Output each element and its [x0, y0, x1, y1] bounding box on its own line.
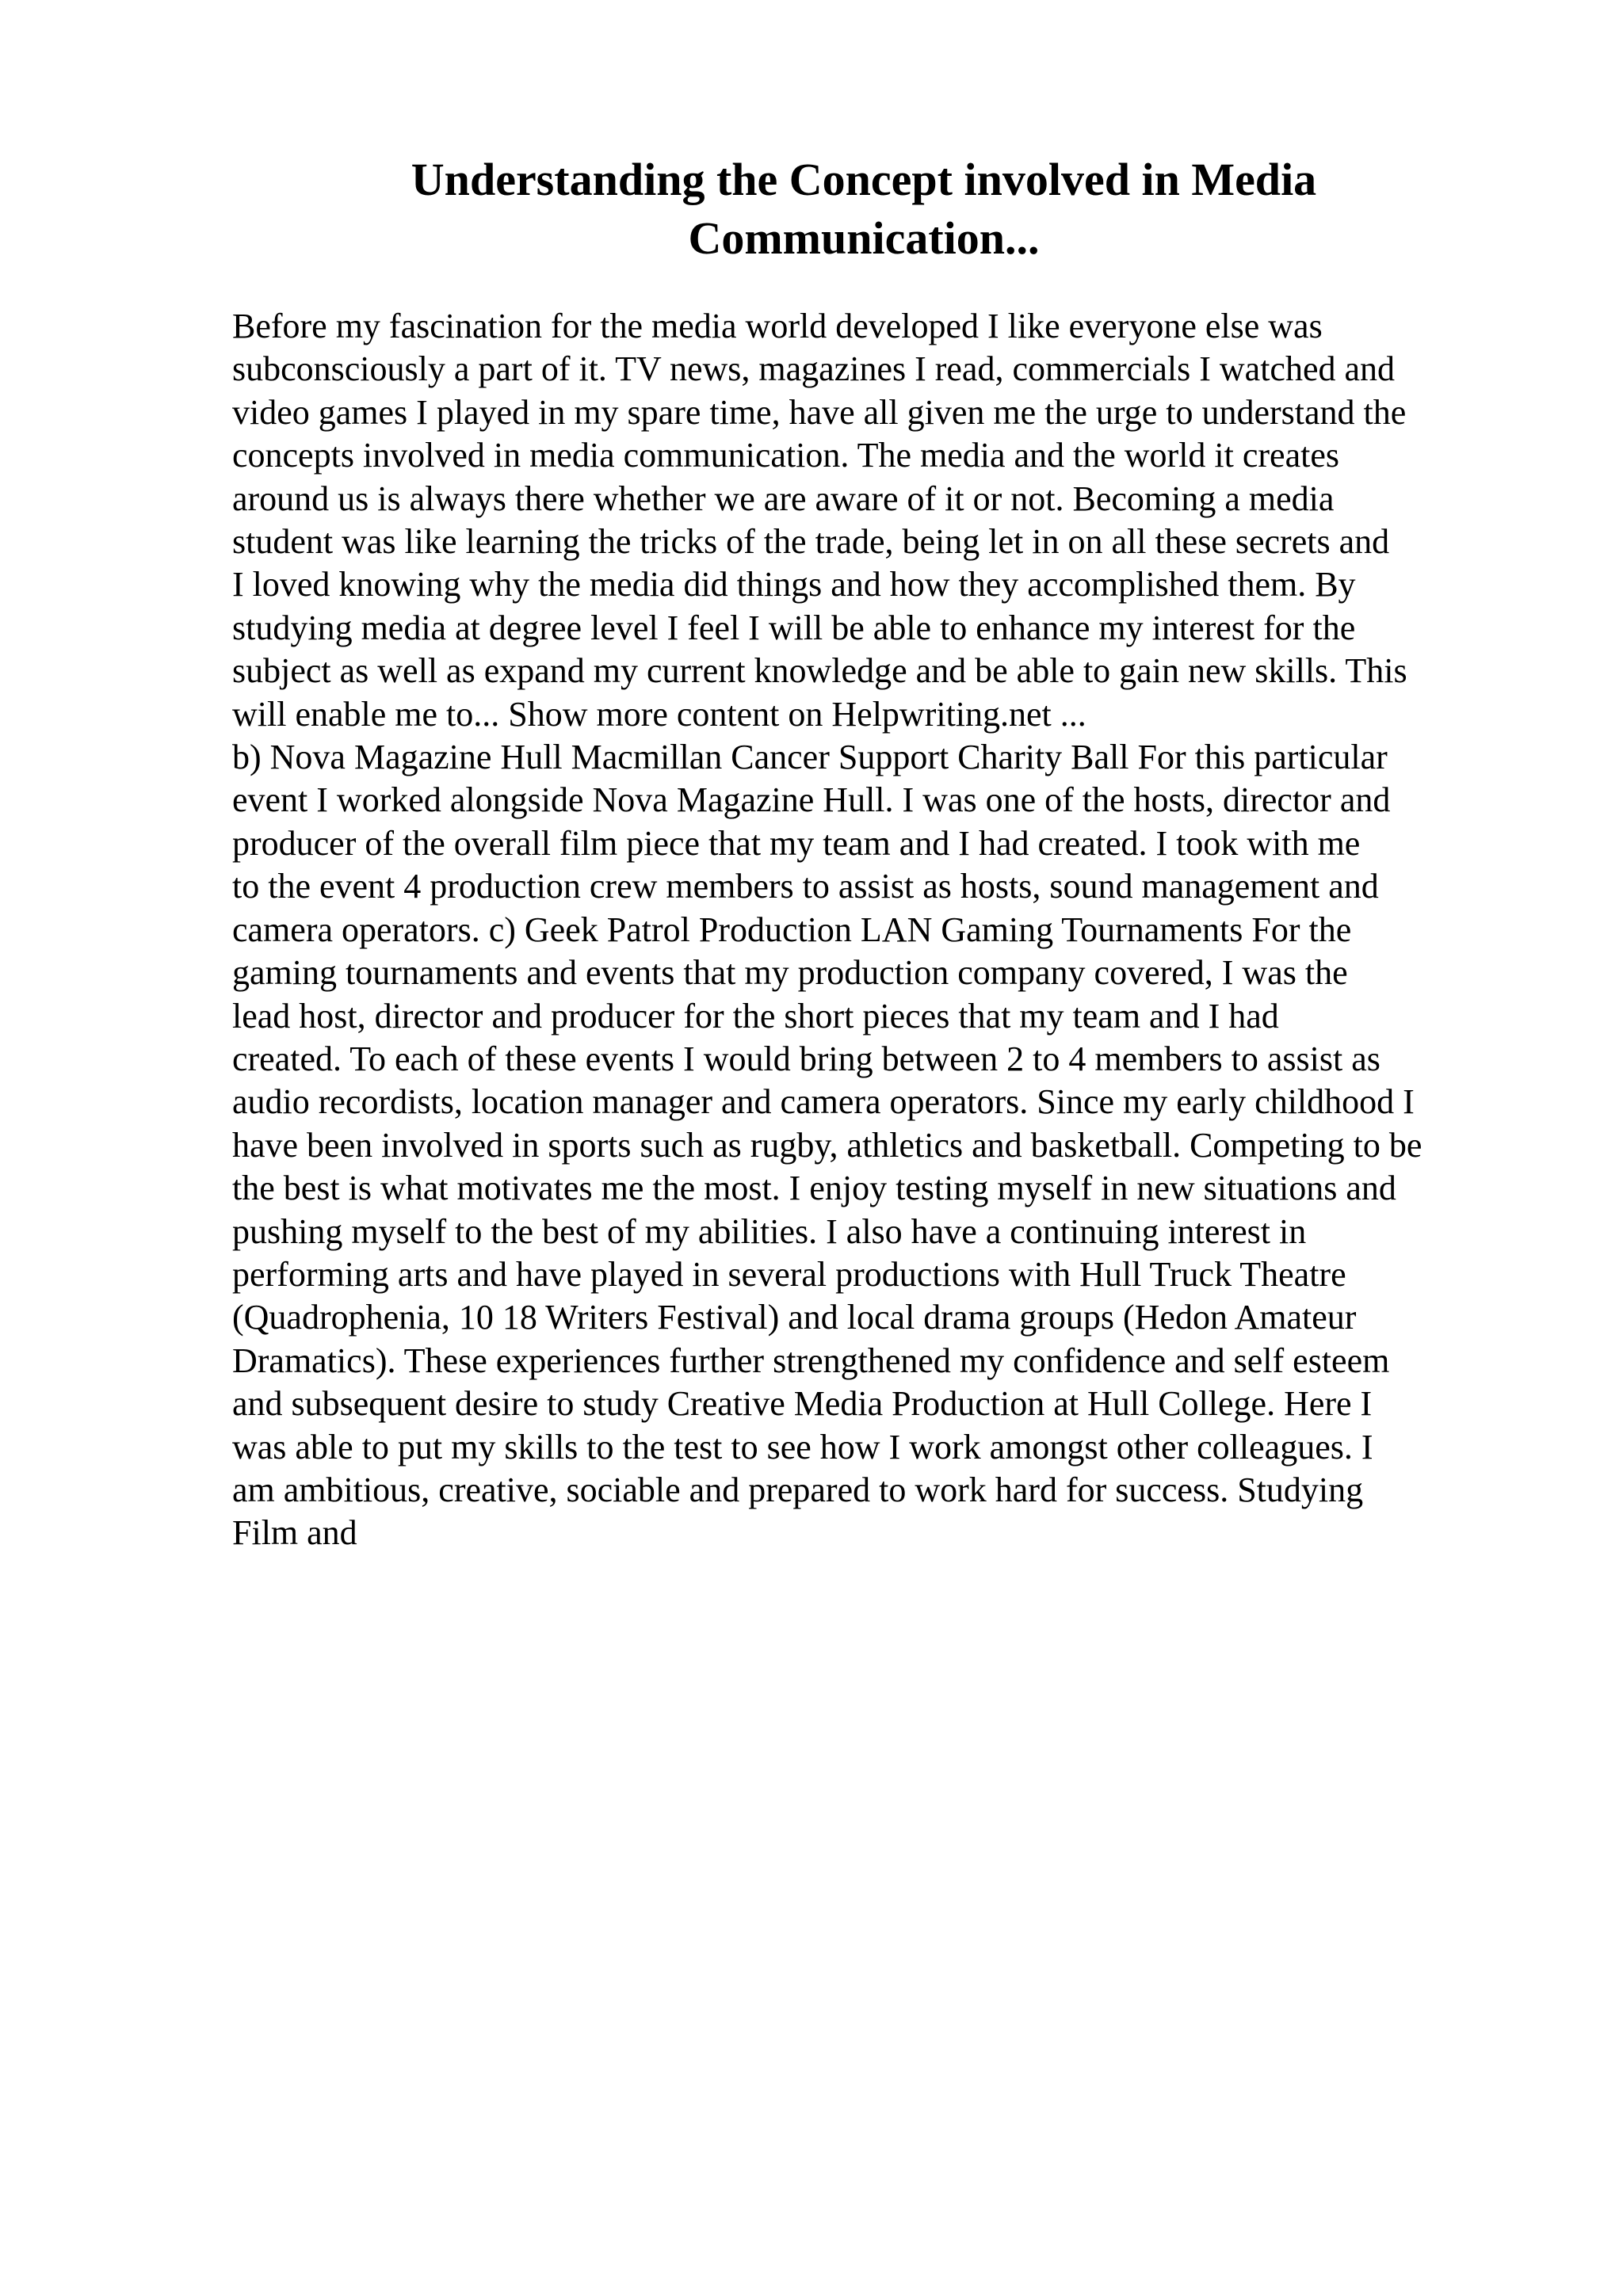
title-line: Understanding the Concept involved in Media	[411, 154, 1317, 205]
body-line: Before my fascination for the media world developed I like everyone else was	[232, 307, 1323, 345]
body-line: student was like learning the tricks of the trade, being let in on all these secrets and	[232, 522, 1390, 562]
body-line: concepts involved in media communication. The media and the world it creates	[232, 436, 1339, 475]
body-line: have been involved in sports such as rugby, athletics and basketball. Competing to be	[232, 1125, 1423, 1165]
body-line: camera operators. c) Geek Patrol Production LAN Gaming Tournaments For the	[232, 910, 1352, 949]
body-line: around us is always there whether we are aware of it or not. Becoming a media	[232, 479, 1335, 518]
body-line: I loved knowing why the media did things and how they accomplished them. By	[232, 565, 1356, 605]
body-line: the best is what motivates me the most. I enjoy testing myself in new situations and	[232, 1169, 1396, 1208]
body-line: was able to put my skills to the test to see how I work amongst other colleagues. I	[232, 1427, 1373, 1466]
body-line: created. To each of these events I would bring between 2 to 4 members to assist as	[232, 1039, 1381, 1078]
body-line: subject as well as expand my current knowledge and be able to gain new skills. This	[232, 651, 1407, 691]
body-line: and subsequent desire to study Creative Media Production at Hull College. Here I	[232, 1384, 1373, 1424]
body-line: event I worked alongside Nova Magazine Hull. I was one of the hosts, director and	[232, 780, 1391, 820]
body-line: will enable me to... Show more content on Helpwriting.net ...	[232, 694, 1086, 734]
body-line: b) Nova Magazine Hull Macmillan Cancer Support Charity Ball For this particular	[232, 738, 1388, 777]
title-line: Communication...	[688, 212, 1040, 264]
body-line: (Quadrophenia, 10 18 Writers Festival) and local drama groups (Hedon Amateur	[232, 1298, 1357, 1337]
document-title	[230, 151, 1498, 268]
body-line: video games I played in my spare time, have all given me the urge to understand the	[232, 392, 1407, 432]
body-line: performing arts and have played in several productions with Hull Truck Theatre	[232, 1254, 1346, 1294]
document-body	[232, 305, 1516, 1555]
body-line: subconsciously a part of it. TV news, magazines I read, commercials I watched and	[232, 349, 1396, 389]
body-line: am ambitious, creative, sociable and prepared to work hard for success. Studying	[232, 1470, 1364, 1509]
body-line: studying media at degree level I feel I will be able to enhance my interest for the	[232, 608, 1356, 647]
body-line: producer of the overall film piece that my team and I had created. I took with me	[232, 823, 1361, 863]
body-line: Film and	[232, 1513, 357, 1553]
body-line: gaming tournaments and events that my production company covered, I was the	[232, 953, 1348, 993]
body-line: lead host, director and producer for the short pieces that my team and I had	[232, 996, 1279, 1035]
body-line: to the event 4 production crew members to assist as hosts, sound management and	[232, 867, 1379, 906]
body-line: pushing myself to the best of my abilities. I also have a continuing interest in	[232, 1211, 1307, 1251]
body-line: Dramatics). These experiences further strengthened my confidence and self esteem	[232, 1341, 1390, 1380]
body-line: audio recordists, location manager and camera operators. Since my early childhood I	[232, 1082, 1415, 1122]
